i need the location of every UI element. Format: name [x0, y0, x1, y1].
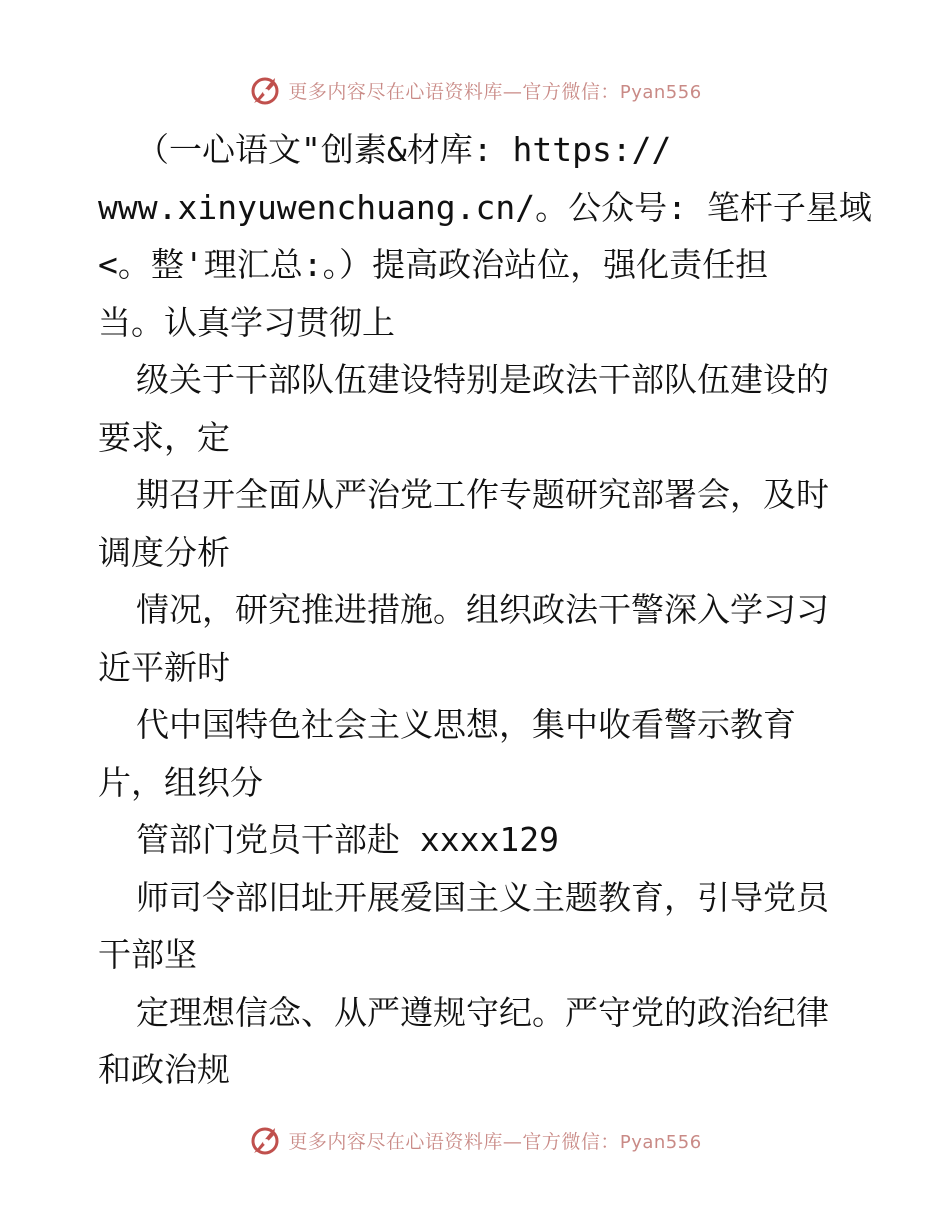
- paragraph-line: 级关于干部队伍建设特别是政法干部队伍建设的: [136, 360, 829, 399]
- paragraph-line: 当。认真学习贯彻上: [98, 302, 395, 342]
- paragraph-line: 代中国特色社会主义思想，集中收看警示教育: [136, 705, 796, 744]
- paragraph-line: 定理想信念、从严遵规守纪。严守党的政治纪律: [136, 992, 829, 1032]
- paragraph-line: 情况，研究推进措施。组织政法干警深入学习习: [136, 590, 829, 629]
- footer-wechat-id: Pyan556: [619, 1131, 702, 1153]
- paragraph-line: 调度分析: [98, 532, 230, 572]
- paragraph-line: 近平新时: [98, 647, 230, 687]
- paragraph-line: 期召开全面从严治党工作专题研究部署会，及时: [136, 475, 829, 514]
- paragraph-line: 干部坚: [98, 935, 197, 974]
- document-body: [98, 121, 878, 1099]
- footer-banner-text: 更多内容尽在心语资料库—官方微信：Pyan556: [288, 1130, 702, 1153]
- paragraph-line: <。整'理汇总:。）提高政治站位，强化责任担: [98, 245, 769, 284]
- header-banner: [0, 70, 950, 110]
- quill-pen-seal-icon: [248, 73, 282, 107]
- footer-banner: [0, 1120, 950, 1160]
- paragraph-line: 和政治规: [98, 1050, 230, 1089]
- paragraph-line: （一心语文"创素&材库: https://: [136, 130, 672, 169]
- paragraph-line: 师司令部旧址开展爱国主义主题教育，引导党员: [136, 877, 829, 917]
- quill-pen-seal-icon: [248, 1123, 282, 1157]
- header-banner-text: 更多内容尽在心语资料库—官方微信：Pyan556: [288, 80, 702, 103]
- paragraph-line: 片，组织分: [98, 762, 263, 802]
- paragraph-line: 管部门党员干部赴 xxxx129: [136, 820, 559, 859]
- paragraph-line: www.xinyuwenchuang.cn/。公众号: 笔杆子星域: [98, 187, 872, 227]
- header-wechat-id: Pyan556: [619, 81, 702, 103]
- paragraph-line: 要求，定: [98, 417, 230, 457]
